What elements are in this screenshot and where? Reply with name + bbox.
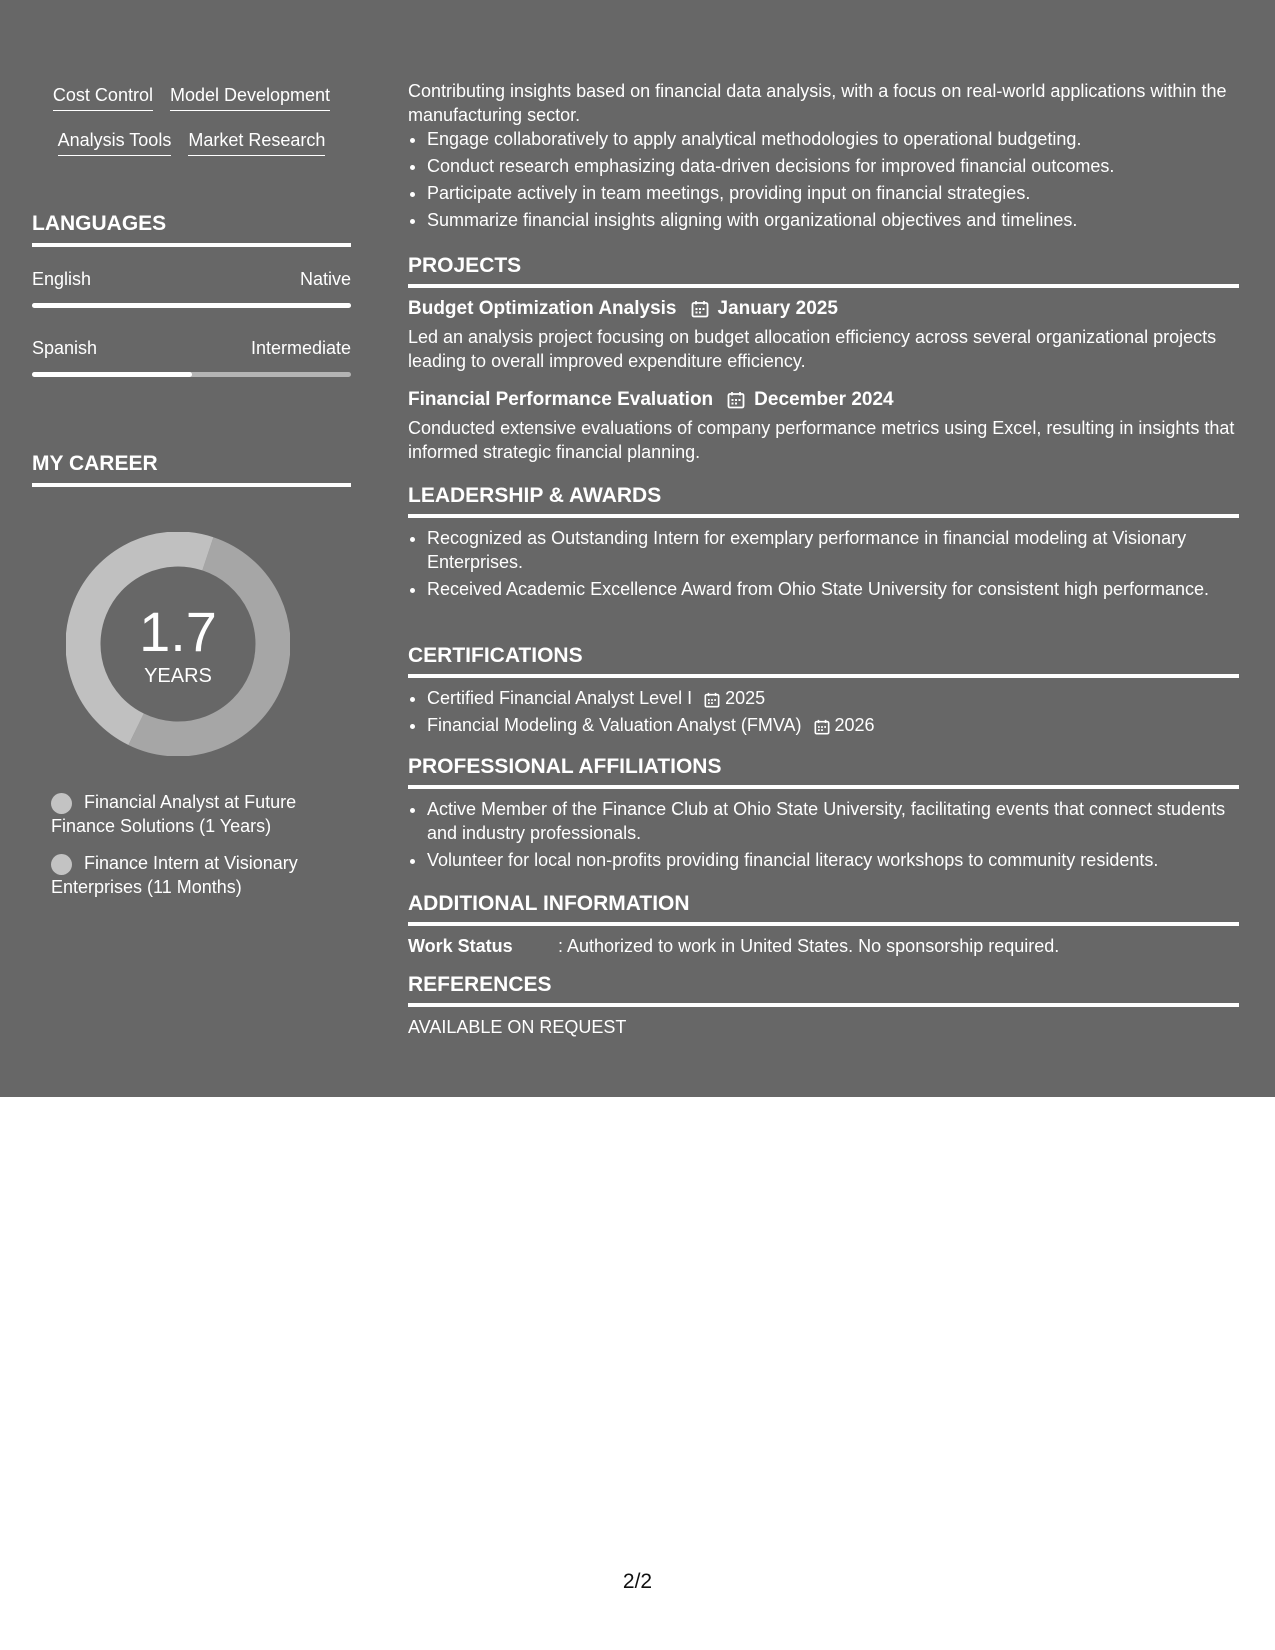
- affiliations-heading: PROFESSIONAL AFFILIATIONS: [408, 754, 1239, 789]
- leadership-heading: LEADERSHIP & AWARDS: [408, 483, 1239, 518]
- certification-item: [427, 713, 1239, 737]
- affiliations-section: [408, 754, 1239, 875]
- certification-item: [427, 686, 1239, 710]
- experience-bullet: • Conduct research emphasizing data-driven decisions for improved financial outcomes.: [427, 154, 1239, 178]
- experience-bullet: • Participate actively in team meetings, providing input on financial strategies.: [427, 181, 1239, 205]
- certifications-heading: CERTIFICATIONS: [408, 643, 1239, 678]
- languages-heading: LANGUAGES: [32, 211, 351, 247]
- leadership-bullet: • Recognized as Outstanding Intern for exemplary performance in financial modeling at Visionary Enterprises.: [427, 526, 1239, 574]
- work-status-label: Work Status: [408, 936, 513, 956]
- career-total-value: 1.7: [139, 600, 217, 663]
- certification-name: • Certified Financial Analyst Level I: [427, 688, 693, 708]
- career-donut-chart: [66, 532, 290, 756]
- leadership-bullet: • Received Academic Excellence Award from Ohio State University for consistent high performance.: [427, 577, 1239, 601]
- career-dot: [51, 854, 72, 875]
- projects-section: [408, 253, 1239, 464]
- calendar-icon: [691, 300, 709, 318]
- language-spanish: [32, 337, 351, 377]
- references-heading: REFERENCES: [408, 972, 1239, 1007]
- calendar-icon: [704, 690, 720, 706]
- references-section: [408, 972, 1239, 1039]
- experience-block: [408, 79, 1239, 235]
- skill-tag: Market Research: [188, 125, 325, 156]
- project-title: Budget Optimization Analysis: [408, 298, 677, 319]
- career-item-label: Finance Intern at Visionary Enterprises (11 Months): [51, 853, 298, 897]
- skill-tag: Analysis Tools: [58, 125, 172, 156]
- skills-row: [32, 125, 351, 170]
- additional-info-section: [408, 891, 1239, 958]
- project-header: [408, 387, 1239, 413]
- career-heading: MY CAREER: [32, 451, 351, 487]
- leadership-bullets: [408, 526, 1239, 601]
- language-english: [32, 268, 351, 308]
- language-proficiency-bar: [32, 303, 351, 308]
- career-legend: [51, 790, 341, 912]
- experience-bullet: • Engage collaboratively to apply analytical methodologies to operational budgeting.: [427, 127, 1239, 151]
- language-name: Spanish: [32, 338, 98, 358]
- work-status-row: [408, 934, 1239, 958]
- project-description: Led an analysis project focusing on budget allocation efficiency across several organizational projects leading to overall improved expenditure efficiency.: [408, 327, 1217, 371]
- affiliation-bullet: • Volunteer for local non-profits providing financial literacy workshops to community residents.: [427, 848, 1239, 872]
- certifications-section: [408, 643, 1239, 740]
- projects-heading: PROJECTS: [408, 253, 1239, 288]
- experience-intro: Contributing insights based on financial data analysis, with a focus on real-world applications within the manufacturing sector.: [408, 81, 1227, 125]
- certifications-list: [408, 686, 1239, 737]
- project-date: January 2025: [717, 298, 838, 319]
- affiliations-bullets: [408, 797, 1239, 872]
- language-level: Native: [299, 269, 351, 289]
- project-header: [408, 296, 1239, 322]
- experience-bullet: • Summarize financial insights aligning with organizational objectives and timelines.: [427, 208, 1239, 232]
- experience-bullets: [408, 127, 1239, 232]
- page-number: 2/2: [622, 1570, 653, 1593]
- calendar-icon: [727, 391, 745, 409]
- career-total-unit: YEARS: [144, 665, 212, 687]
- certification-name: • Financial Modeling & Valuation Analyst (FMVA): [427, 715, 802, 735]
- language-proficiency-bar: [32, 372, 351, 377]
- project-description: Conducted extensive evaluations of company performance metrics using Excel, resulting in insights that informed strategic financial planning.: [408, 418, 1235, 462]
- language-proficiency-fill: [32, 372, 192, 377]
- project-date: December 2024: [754, 389, 894, 410]
- language-name: English: [32, 269, 92, 289]
- certification-year: 2026: [834, 715, 875, 735]
- calendar-icon: [814, 717, 830, 733]
- project-title: Financial Performance Evaluation: [408, 389, 714, 410]
- skill-tag: Cost Control: [53, 80, 153, 111]
- additional-info-heading: ADDITIONAL INFORMATION: [408, 891, 1239, 926]
- affiliation-bullet: • Active Member of the Finance Club at Ohio State University, facilitating events that connect students and industry professionals.: [427, 797, 1239, 845]
- certification-year: 2025: [725, 688, 766, 708]
- skills-row: [32, 80, 351, 125]
- career-dot: [51, 793, 72, 814]
- career-item: [51, 790, 341, 838]
- work-status-value: : Authorized to work in United States. No sponsorship required.: [558, 936, 1060, 956]
- career-item-label: Financial Analyst at Future Finance Solutions (1 Years): [51, 792, 297, 836]
- career-item: [51, 851, 341, 899]
- references-text: AVAILABLE ON REQUEST: [408, 1017, 627, 1037]
- leadership-section: [408, 483, 1239, 604]
- skill-tag: Model Development: [170, 80, 330, 111]
- language-level: Intermediate: [250, 338, 351, 358]
- skills-tags: [32, 80, 351, 170]
- language-proficiency-fill: [32, 303, 351, 308]
